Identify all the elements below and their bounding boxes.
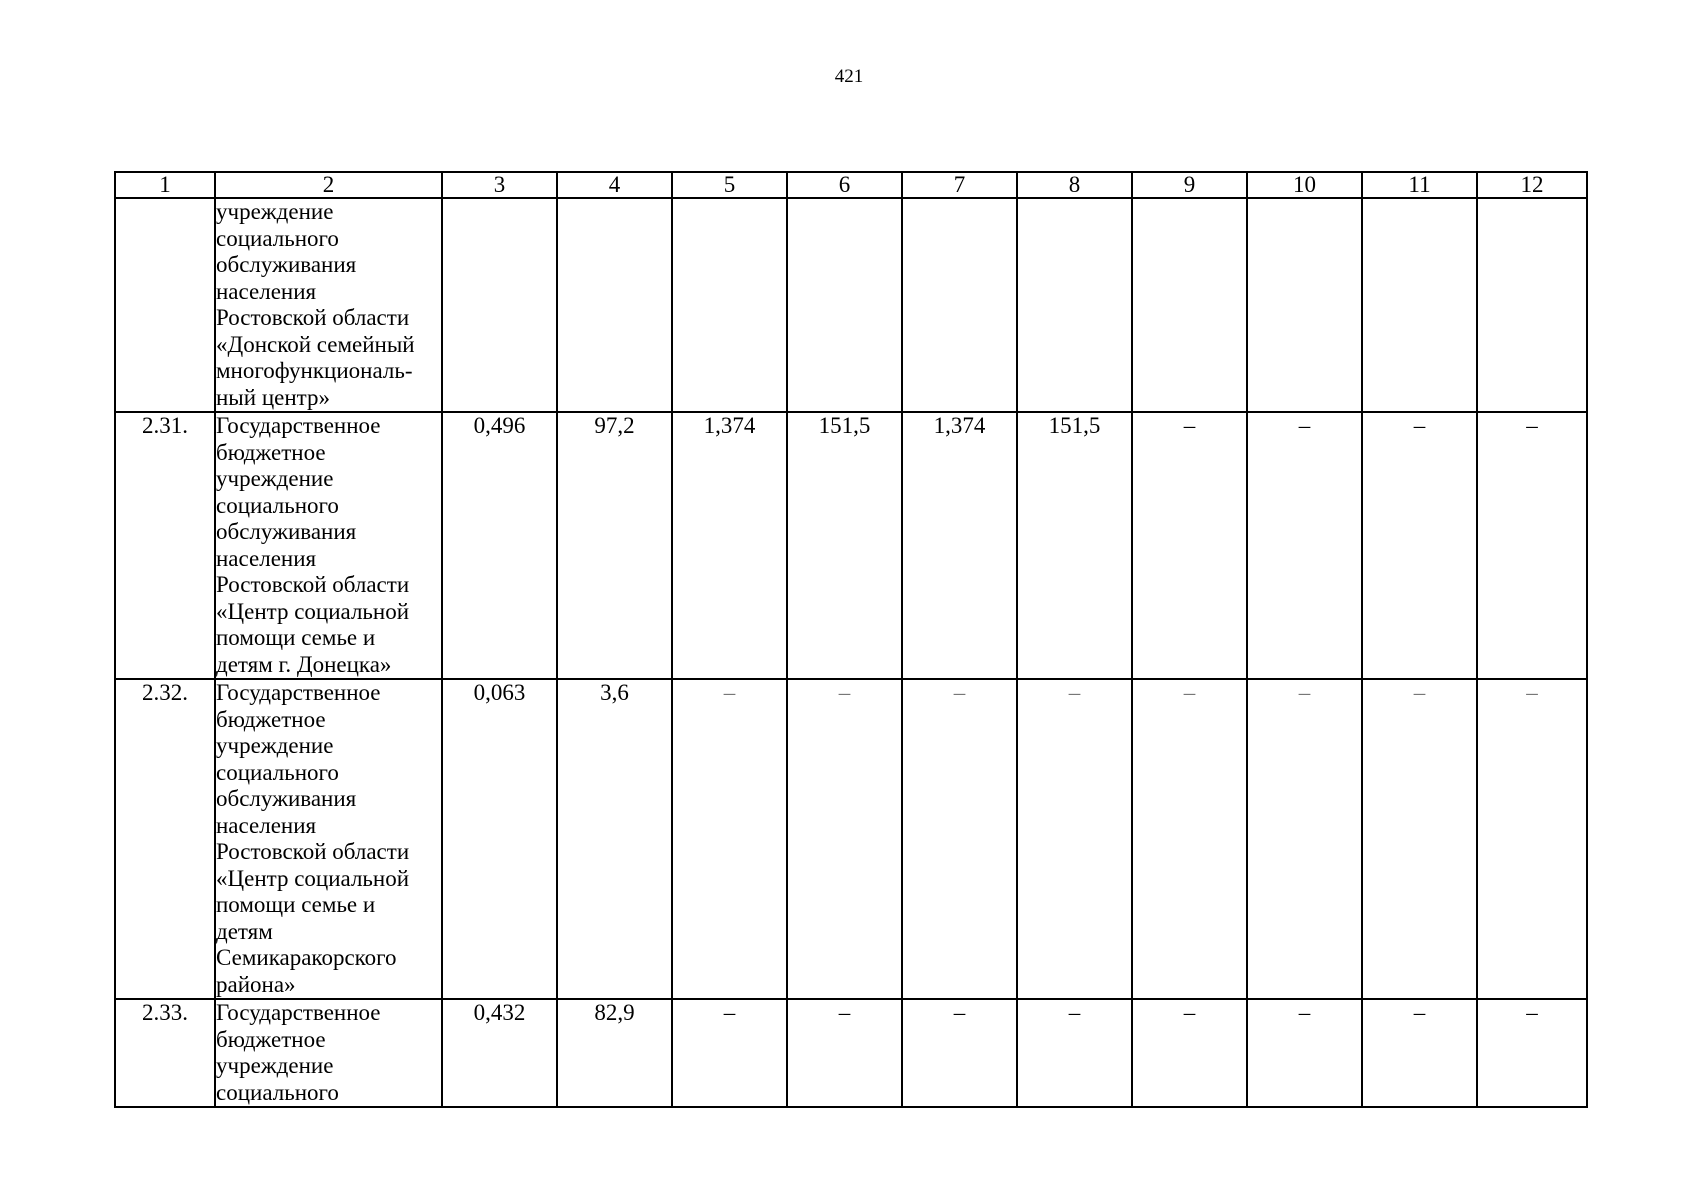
value-cell: – bbox=[672, 999, 787, 1107]
value-cell bbox=[1362, 198, 1477, 412]
column-header: 5 bbox=[672, 172, 787, 198]
institution-name-line: помощи семье и bbox=[216, 625, 376, 650]
column-header: 8 bbox=[1017, 172, 1132, 198]
row-number-cell: 2.31. bbox=[115, 412, 215, 679]
page-number: 421 bbox=[834, 66, 864, 87]
value-cell bbox=[902, 198, 1017, 412]
column-header: 10 bbox=[1247, 172, 1362, 198]
table-row bbox=[115, 198, 1587, 412]
institution-name-line: Семикаракорского bbox=[216, 945, 397, 970]
value-cell bbox=[1477, 198, 1587, 412]
value-cell bbox=[787, 198, 902, 412]
institution-name-line: «Донской семейный bbox=[216, 331, 415, 357]
value-cell: – bbox=[787, 679, 902, 999]
institution-name-line: социального bbox=[216, 492, 339, 518]
value-cell: 3,6 bbox=[557, 679, 672, 999]
institution-name-line: учреждение bbox=[216, 1053, 334, 1078]
institution-name-line: обслуживания bbox=[216, 519, 357, 544]
value-cell: 151,5 bbox=[1017, 412, 1132, 679]
table-row bbox=[115, 412, 1587, 679]
value-cell: – bbox=[902, 679, 1017, 999]
column-header: 9 bbox=[1132, 172, 1247, 198]
value-cell: – bbox=[1017, 999, 1132, 1107]
row-number-cell: 2.32. bbox=[115, 679, 215, 999]
institution-name-cell bbox=[215, 679, 442, 999]
institution-name-line: Ростовской области bbox=[216, 305, 410, 330]
institution-name-line: бюджетное bbox=[216, 706, 326, 732]
data-table bbox=[114, 171, 1588, 1108]
institution-name-line: обслуживания bbox=[216, 786, 357, 811]
value-cell bbox=[672, 198, 787, 412]
institution-name-line: обслуживания bbox=[216, 252, 357, 277]
value-cell: – bbox=[1132, 999, 1247, 1107]
value-cell: – bbox=[787, 999, 902, 1107]
institution-name-line: социального bbox=[216, 225, 339, 251]
row-number-cell bbox=[115, 198, 215, 412]
value-cell: 1,374 bbox=[902, 412, 1017, 679]
value-cell: – bbox=[1247, 412, 1362, 679]
value-cell: – bbox=[1132, 412, 1247, 679]
institution-name-line: учреждение bbox=[216, 199, 334, 224]
institution-name-line: Ростовской области bbox=[216, 572, 410, 597]
institution-name-line: социального bbox=[216, 1079, 339, 1105]
institution-name-line: многофункциональ- bbox=[216, 358, 413, 383]
column-header: 6 bbox=[787, 172, 902, 198]
value-cell: – bbox=[1132, 679, 1247, 999]
value-cell bbox=[1017, 198, 1132, 412]
institution-name-line: населения bbox=[216, 278, 317, 304]
institution-name-cell bbox=[215, 999, 442, 1107]
row-number-cell: 2.33. bbox=[115, 999, 215, 1107]
column-header: 1 bbox=[115, 172, 215, 198]
value-cell: 97,2 bbox=[557, 412, 672, 679]
institution-name-line: «Центр социальной bbox=[216, 865, 410, 891]
value-cell bbox=[1247, 198, 1362, 412]
institution-name-line: Государственное bbox=[216, 1000, 381, 1025]
column-header: 11 bbox=[1362, 172, 1477, 198]
value-cell: – bbox=[672, 679, 787, 999]
institution-name-line: населения bbox=[216, 812, 317, 838]
value-cell: – bbox=[1362, 679, 1477, 999]
institution-name-line: учреждение bbox=[216, 466, 334, 491]
institution-name-line: бюджетное bbox=[216, 439, 326, 465]
value-cell bbox=[1132, 198, 1247, 412]
value-cell: – bbox=[902, 999, 1017, 1107]
value-cell: – bbox=[1247, 679, 1362, 999]
institution-name-line: учреждение bbox=[216, 733, 334, 758]
value-cell bbox=[557, 198, 672, 412]
table-row bbox=[115, 999, 1587, 1107]
column-header: 12 bbox=[1477, 172, 1587, 198]
value-cell: – bbox=[1477, 412, 1587, 679]
institution-name-line: бюджетное bbox=[216, 1026, 326, 1052]
value-cell: – bbox=[1362, 412, 1477, 679]
institution-name-line: Государственное bbox=[216, 413, 381, 438]
institution-name-line: населения bbox=[216, 545, 317, 571]
column-header: 7 bbox=[902, 172, 1017, 198]
value-cell bbox=[442, 198, 557, 412]
institution-name-line: социального bbox=[216, 759, 339, 785]
institution-name-line: Государственное bbox=[216, 680, 381, 705]
value-cell: 0,432 bbox=[442, 999, 557, 1107]
value-cell: – bbox=[1477, 679, 1587, 999]
institution-name-line: детям г. Донецка» bbox=[216, 651, 392, 677]
institution-name-line: Ростовской области bbox=[216, 839, 410, 864]
column-header: 3 bbox=[442, 172, 557, 198]
institution-name-line: «Центр социальной bbox=[216, 598, 410, 624]
institution-name-line: помощи семье и bbox=[216, 892, 376, 917]
value-cell: 1,374 bbox=[672, 412, 787, 679]
institution-name-cell bbox=[215, 198, 442, 412]
value-cell: 151,5 bbox=[787, 412, 902, 679]
table-row bbox=[115, 679, 1587, 999]
header-row bbox=[115, 172, 1587, 198]
column-header: 2 bbox=[215, 172, 442, 198]
value-cell: – bbox=[1477, 999, 1587, 1107]
institution-name-line: района» bbox=[216, 971, 296, 997]
value-cell: 0,496 bbox=[442, 412, 557, 679]
institution-name-cell bbox=[215, 412, 442, 679]
value-cell: 0,063 bbox=[442, 679, 557, 999]
value-cell: – bbox=[1362, 999, 1477, 1107]
value-cell: – bbox=[1247, 999, 1362, 1107]
column-header: 4 bbox=[557, 172, 672, 198]
institution-name-line: детям bbox=[216, 918, 273, 944]
institution-name-line: ный центр» bbox=[216, 384, 330, 410]
value-cell: – bbox=[1017, 679, 1132, 999]
value-cell: 82,9 bbox=[557, 999, 672, 1107]
